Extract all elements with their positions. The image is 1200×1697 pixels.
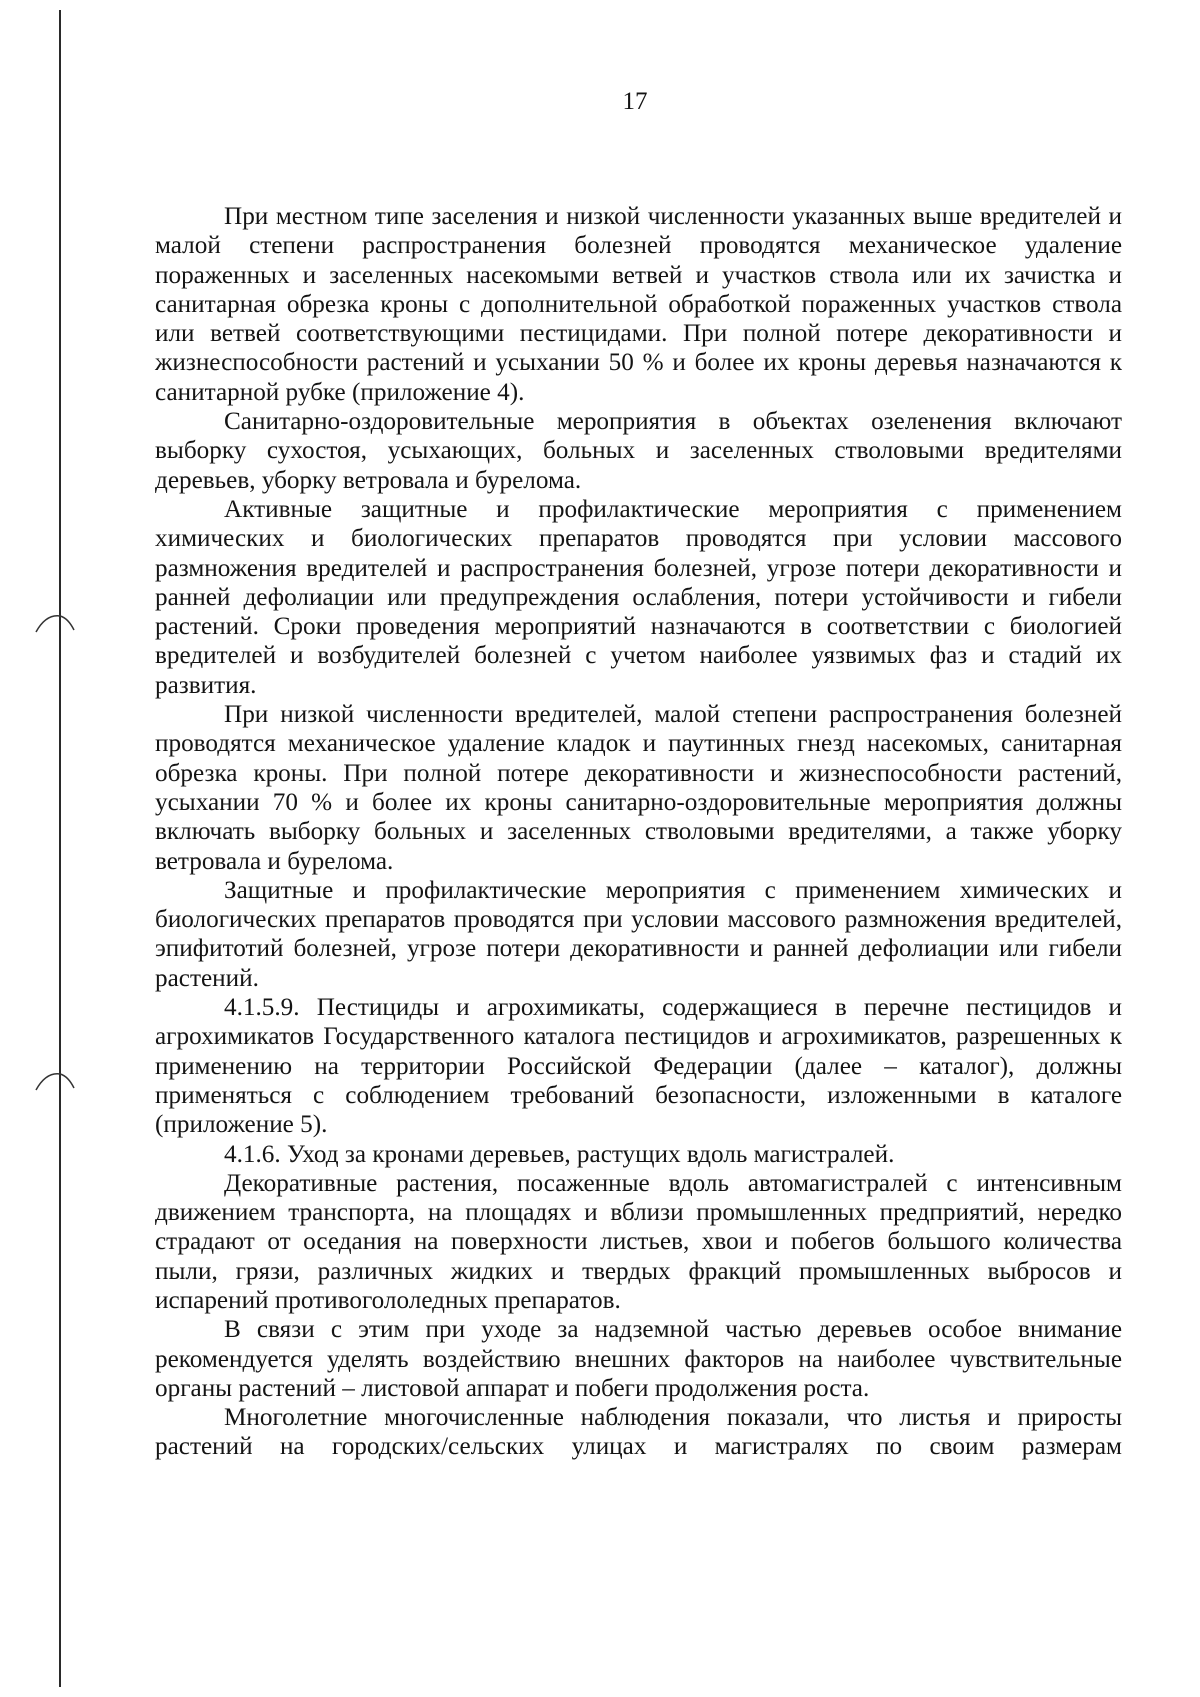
paragraph-section-4-1-5-9: 4.1.5.9. Пестициды и агрохимикаты, содержащиеся в перечне пестицидов и агрохимикатов Государственного каталога пестицидов и агрохимикатов, разрешенных к применению на территории Российской Федерации (далее – каталог), должны применяться с соблюдением требований безопасности, изложенными в каталоге (приложение 5). <box>155 994 1122 1139</box>
paragraph-decorative-plants: Декоративные растения, посаженные вдоль автомагистралей с интенсивным движением транспорта, на площадях и вблизи промышленных предприятий, нередко страдают от оседания на поверхности листьев, хвои и побегов большого количества пыли, грязи, различных жидких и твердых фракций промышленных выбросов и испарений противогололедных препаратов. <box>155 1169 1122 1314</box>
binding-margin-line <box>59 10 61 1687</box>
punch-hole-mark-icon <box>34 612 84 634</box>
document-body <box>155 202 1122 1462</box>
paragraph-sanitary-measures: Санитарно-оздоровительные мероприятия в объектах озеленения включают выборку сухостоя, усыхающих, больных и заселенных стволовыми вредителями деревьев, уборку ветровала и бурелома. <box>155 408 1122 494</box>
paragraph-observations: Многолетние многочисленные наблюдения показали, что листья и приросты растений на городских/сельских улицах и магистралях по своим размерам <box>155 1404 1122 1461</box>
punch-hole-mark-icon <box>34 1070 84 1092</box>
paragraph-special-attention: В связи с этим при уходе за надземной частью деревьев особое внимание рекомендуется уделять воздействию внешних факторов на наиболее чувствительные органы растений – листовой аппарат и побеги продолжения роста. <box>155 1316 1122 1402</box>
paragraph-protective-measures: Защитные и профилактические мероприятия с применением химических и биологических препаратов проводятся при условии массового размножения вредителей, эпифитотий болезней, угрозе потери декоративности и ранней дефолиации или гибели растений. <box>155 876 1122 992</box>
paragraph-active-protection: Активные защитные и профилактические мероприятия с применением химических и биологических препаратов проводятся при условии массового размножения вредителей и распространения болезней, угрозе потери декоративности и ранней дефолиации или предупреждения ослабления, потери устойчивости и гибели растений. Сроки проведения мероприятий назначаются в соответствии с биологией вредителей и возбудителей болезней с учетом наиболее уязвимых фаз и стадий их развития. <box>155 495 1122 699</box>
paragraph-section-4-1-6-heading: 4.1.6. Уход за кронами деревьев, растущих вдоль магистралей. <box>224 1140 895 1168</box>
paragraph-low-pest-density: При низкой численности вредителей, малой степени распространения болезней проводятся механическое удаление кладок и паутинных гнезд насекомых, санитарная обрезка кроны. При полной потере декоративности и жизнеспособности растений, усыхании 70 % и более их кроны санитарно-оздоровительные мероприятия должны включать выборку больных и заселенных стволовыми вредителями, а также уборку ветровала и бурелома. <box>155 701 1122 875</box>
paragraph-local-infestation: При местном типе заселения и низкой численности указанных выше вредителей и малой степени распространения болезней проводятся механическое удаление пораженных и заселенных насекомыми ветвей и участков ствола или их зачистка и санитарная обрезка кроны с дополнительной обработкой пораженных участков ствола или ветвей соответствующими пестицидами. При полной потере декоративности и жизнеспособности растений и усыхании 50 % и более их кроны деревья назначаются к санитарной рубке (приложение 4). <box>155 203 1122 406</box>
page-number: 17 <box>622 88 648 115</box>
